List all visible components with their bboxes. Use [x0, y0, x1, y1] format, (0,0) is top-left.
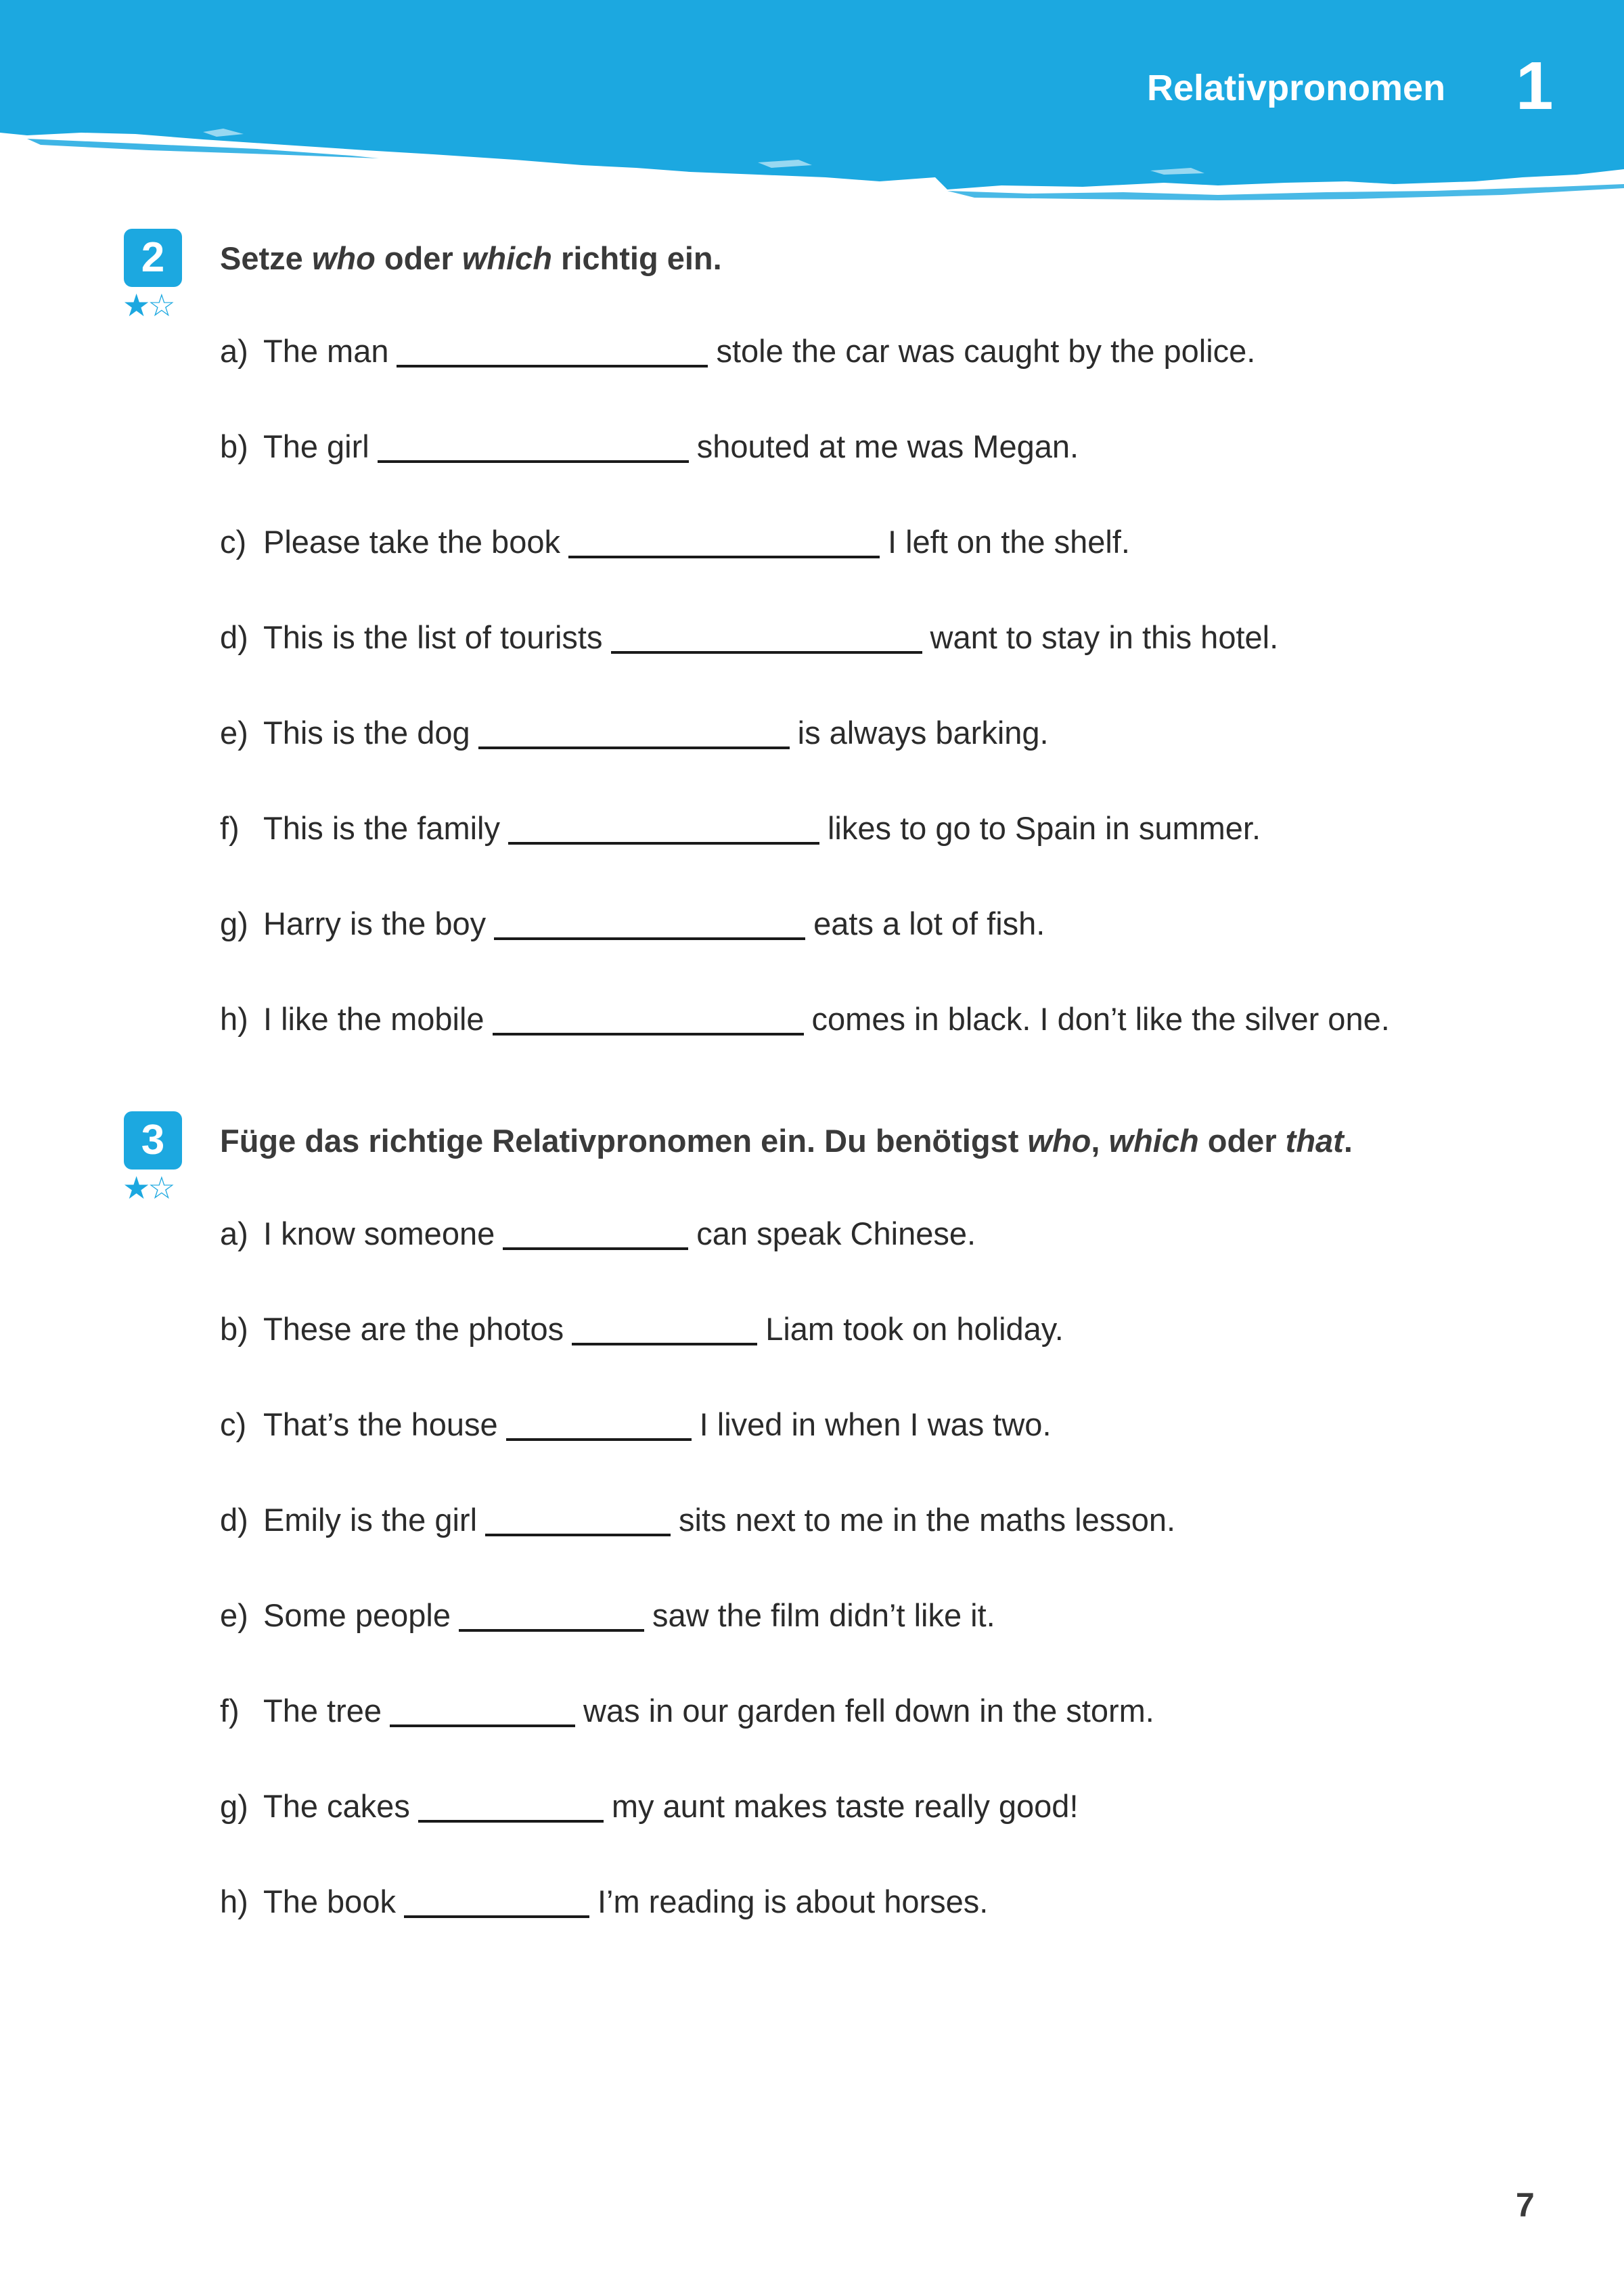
sentence-start: Please take the book: [263, 524, 560, 560]
answer-blank[interactable]: [493, 1033, 804, 1036]
exercise-item: [220, 1592, 995, 1639]
difficulty-stars-icon: ★☆: [122, 287, 173, 324]
item-letter: c): [220, 524, 247, 560]
difficulty-stars-icon: ★☆: [122, 1170, 173, 1206]
sentence-end: eats a lot of fish.: [813, 906, 1045, 941]
item-letter: e): [220, 715, 248, 751]
answer-blank[interactable]: [572, 1343, 757, 1345]
item-letter: d): [220, 1502, 248, 1538]
item-letter: f): [220, 810, 240, 846]
sentence-end: my aunt makes taste really good!: [611, 1788, 1079, 1824]
exercise-item: [220, 900, 1045, 948]
answer-blank[interactable]: [418, 1820, 604, 1823]
sentence-start: The girl: [263, 428, 369, 464]
exercise-item: [220, 614, 1278, 661]
exercise-item: [220, 1401, 1052, 1448]
exercise-item: [220, 518, 1130, 566]
sentence-start: Harry is the boy: [263, 906, 487, 941]
exercise-item: [220, 1783, 1079, 1830]
exercise-item: [220, 1496, 1175, 1544]
chapter-number: 1: [1516, 48, 1554, 124]
sentence-end: I’m reading is about horses.: [597, 1884, 989, 1919]
exercise-item: [220, 423, 1079, 470]
answer-blank[interactable]: [568, 556, 880, 558]
answer-blank[interactable]: [397, 365, 708, 368]
sentence-end: sits next to me in the maths lesson.: [679, 1502, 1176, 1538]
sentence-start: The book: [263, 1884, 396, 1919]
answer-blank[interactable]: [485, 1534, 671, 1536]
sentence-start: The tree: [263, 1693, 382, 1729]
sentence-start: Emily is the girl: [263, 1502, 478, 1538]
answer-blank[interactable]: [390, 1724, 575, 1727]
item-letter: b): [220, 428, 248, 464]
answer-blank[interactable]: [508, 842, 819, 845]
answer-blank[interactable]: [478, 747, 790, 749]
sentence-start: This is the list of tourists: [263, 619, 603, 655]
exercise-item: [220, 805, 1261, 852]
exercise-instruction: Füge das richtige Relativpronomen ein. Du benötigst who, which oder that.: [220, 1123, 1353, 1159]
sentence-end: saw the film didn’t like it.: [652, 1597, 995, 1633]
sentence-start: These are the photos: [263, 1311, 564, 1347]
exercise-item: [220, 1306, 1064, 1353]
exercise-number-badge: 3: [124, 1111, 182, 1170]
sentence-start: This is the dog: [263, 715, 470, 751]
sentence-end: want to stay in this hotel.: [930, 619, 1279, 655]
item-letter: a): [220, 1216, 248, 1251]
sentence-end: stole the car was caught by the police.: [716, 333, 1256, 369]
exercise-instruction: Setze who oder which richtig ein.: [220, 240, 722, 276]
sentence-end: comes in black. I don’t like the silver one.: [811, 1001, 1390, 1037]
answer-blank[interactable]: [404, 1915, 589, 1918]
sentence-start: This is the family: [263, 810, 500, 846]
sentence-end: I left on the shelf.: [887, 524, 1130, 560]
answer-blank[interactable]: [506, 1438, 692, 1441]
answer-blank[interactable]: [494, 937, 805, 940]
exercise-item: [220, 996, 1390, 1043]
header-title: Relativpronomen: [1147, 68, 1446, 108]
item-letter: g): [220, 906, 248, 941]
sentence-start: I know someone: [263, 1216, 495, 1251]
item-letter: d): [220, 619, 248, 655]
sentence-end: I lived in when I was two.: [699, 1406, 1052, 1442]
item-letter: h): [220, 1001, 248, 1037]
item-letter: h): [220, 1884, 248, 1919]
exercise-item: [220, 1210, 976, 1257]
sentence-end: can speak Chinese.: [696, 1216, 976, 1251]
exercise-number-badge: 2: [124, 229, 182, 287]
exercise-item: [220, 709, 1049, 757]
sentence-end: was in our garden fell down in the storm.: [583, 1693, 1154, 1729]
sentence-start: I like the mobile: [263, 1001, 484, 1037]
item-letter: c): [220, 1406, 247, 1442]
item-letter: g): [220, 1788, 248, 1824]
exercise-item: [220, 1878, 988, 1925]
sentence-start: The cakes: [263, 1788, 410, 1824]
sentence-end: shouted at me was Megan.: [696, 428, 1079, 464]
sentence-start: That’s the house: [263, 1406, 498, 1442]
item-letter: e): [220, 1597, 248, 1633]
answer-blank[interactable]: [503, 1247, 688, 1250]
item-letter: b): [220, 1311, 248, 1347]
page-number: 7: [1516, 2186, 1535, 2224]
sentence-start: The man: [263, 333, 389, 369]
exercise-item: [220, 328, 1255, 375]
sentence-end: likes to go to Spain in summer.: [827, 810, 1261, 846]
answer-blank[interactable]: [459, 1629, 644, 1632]
answer-blank[interactable]: [611, 651, 922, 654]
sentence-end: Liam took on holiday.: [765, 1311, 1064, 1347]
exercise-item: [220, 1687, 1154, 1735]
item-letter: a): [220, 333, 248, 369]
answer-blank[interactable]: [378, 460, 689, 463]
sentence-start: Some people: [263, 1597, 451, 1633]
item-letter: f): [220, 1693, 240, 1729]
sentence-end: is always barking.: [797, 715, 1049, 751]
